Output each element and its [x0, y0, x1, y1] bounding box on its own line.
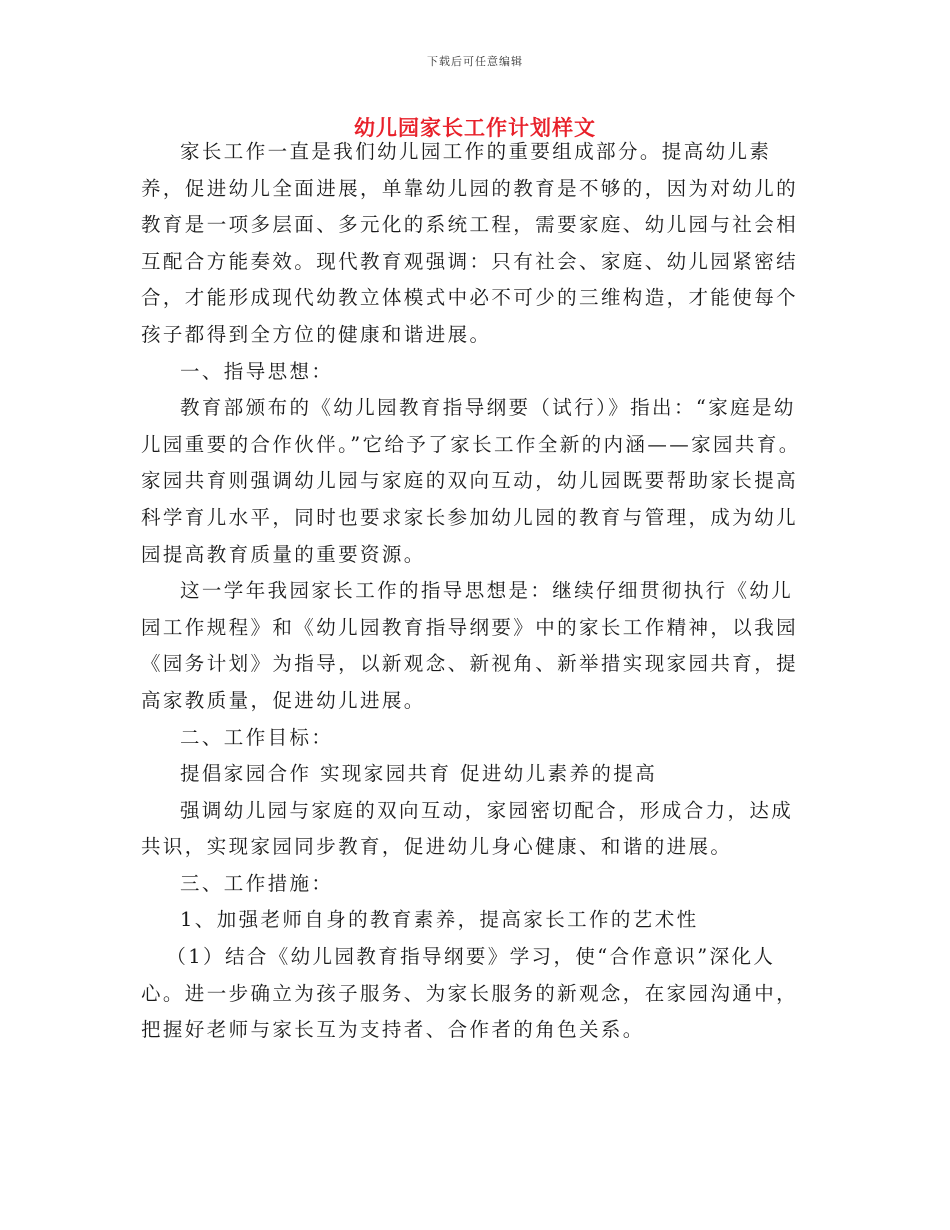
paragraph-goal-detail: 强调幼儿园与家庭的双向互动，家园密切配合，形成合力，达成共识，实现家园同步教育，促进幼儿身心健康、和谐的进展。	[141, 798, 794, 859]
paragraph-guiding-thought: 这一学年我园家长工作的指导思想是：继续仔细贯彻执行《幼儿园工作规程》和《幼儿园教育指导纲要》中的家长工作精神，以我园《园务计划》为指导，以新观念、新视角、新举措实现家园共育，提高家教质量，促进幼儿进展。	[141, 579, 799, 712]
section-heading-guiding-thought: 一、指导思想：	[180, 359, 334, 383]
document-title: 幼儿园家长工作计划样文	[354, 115, 596, 140]
section-heading-work-measures: 三、工作措施：	[180, 871, 334, 895]
header-note: 下载后可任意编辑	[427, 55, 523, 68]
subheading-measure-1: 1、加强老师自身的教育素养，提高家长工作的艺术性	[180, 908, 699, 932]
paragraph-measure-1-1: （1）结合《幼儿园教育指导纲要》学习，使“合作意识”深化人心。进一步确立为孩子服务、为家长服务的新观念，在家园沟通中，把握好老师与家长互为支持者、合作者的角色关系。	[141, 945, 799, 1042]
paragraph-intro: 家长工作一直是我们幼儿园工作的重要组成部分。提高幼儿素养，促进幼儿全面进展，单靠幼儿园的教育是不够的，因为对幼儿的教育是一项多层面、多元化的系统工程，需要家庭、幼儿园与社会相互配合方能奏效。现代教育观强调：只有社会、家庭、幼儿园紧密结合，才能形成现代幼教立体模式中必不可少的三维构造，才能使每个孩子都得到全方位的健康和谐进展。	[141, 140, 799, 346]
paragraph-guideline-quote: 教育部颁布的《幼儿园教育指导纲要（试行）》指出：“家庭是幼儿园重要的合作伙伴。”它给予了家长工作全新的内涵——家园共育。家园共育则强调幼儿园与家庭的双向互动，幼儿园既要帮助家长提高科学育儿水平，同时也要求家长参加幼儿园的教育与管理，成为幼儿园提高教育质量的重要资源。	[141, 396, 801, 566]
paragraph-goal-slogan: 提倡家园合作 实现家园共育 促进幼儿素养的提高	[180, 762, 658, 786]
section-heading-work-goals: 二、工作目标：	[180, 725, 334, 749]
document-body	[141, 134, 809, 1049]
